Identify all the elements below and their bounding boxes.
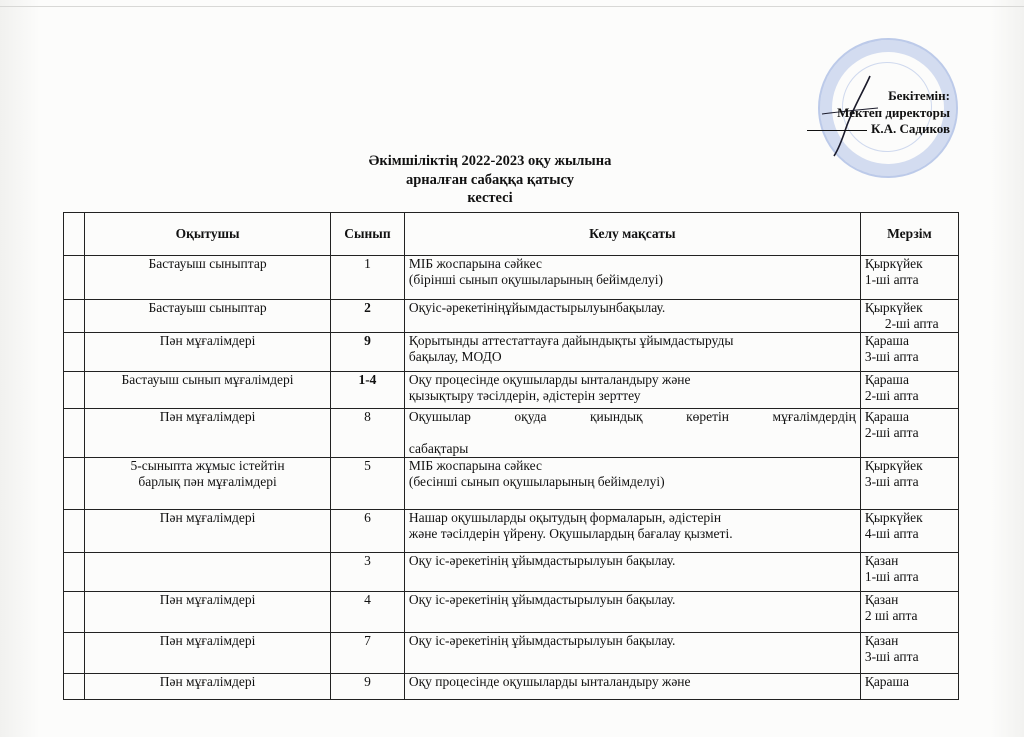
goal-line-1: Оқушылар оқуда қиындық көретін мұғалімдердің [408, 409, 856, 424]
cell-date [860, 300, 958, 333]
teacher-line-1: Бастауыш сыныптар [148, 256, 267, 271]
date-line-2: 2-ші апта [864, 425, 919, 440]
date-line-1: Қараша [864, 674, 909, 689]
date-line-2: 4-ші апта [864, 526, 919, 541]
cell-blank [64, 333, 85, 372]
goal-line-1: Оқу іс-әрекетінің ұйымдастырылуын бақылау. [408, 633, 676, 648]
header-blank [64, 213, 85, 256]
director-name: К.А. Садиков [870, 121, 950, 136]
cell-teacher [85, 409, 331, 458]
table-row [64, 553, 959, 592]
date-line-1: Қыркүйек [864, 256, 923, 271]
teacher-line-1: 5-сыныпта жұмыс істейтін [130, 458, 285, 473]
table-row [64, 409, 959, 458]
goal-line-1: Оқу іс-әрекетінің ұйымдастырылуын бақылау. [408, 592, 676, 607]
date-line-1: Қазан [864, 592, 899, 607]
cell-blank [64, 372, 85, 409]
cell-class: 8 [331, 409, 405, 458]
title-line-1: Әкімшіліктің 2022-2023 оқу жылына [368, 153, 612, 169]
table-row [64, 300, 959, 333]
table-row [64, 510, 959, 553]
table-row [64, 256, 959, 300]
date-line-1: Қазан [864, 553, 899, 568]
date-line-1: Қазан [864, 633, 899, 648]
goal-line-1: МІБ жоспарына сәйкес [408, 256, 542, 271]
date-line-2: 2 ші апта [864, 608, 918, 623]
cell-teacher [85, 458, 331, 510]
cell-blank [64, 458, 85, 510]
date-line-2: 3-ші апта [864, 649, 919, 664]
cell-date [860, 633, 958, 674]
cell-class: 3 [331, 553, 405, 592]
cell-class: 4 [331, 592, 405, 633]
cell-teacher [85, 333, 331, 372]
approval-line-1: Бекітемін: [888, 88, 950, 103]
cell-blank [64, 553, 85, 592]
goal-line-1: Нашар оқушыларды оқытудың формаларын, әдістерін [408, 510, 722, 525]
cell-class: 1 [331, 256, 405, 300]
cell-blank [64, 592, 85, 633]
cell-class: 7 [331, 633, 405, 674]
date-line-2: 1-ші апта [864, 569, 919, 584]
cell-date [860, 674, 958, 700]
header-goal: Келу мақсаты [404, 213, 860, 256]
cell-blank [64, 300, 85, 333]
teacher-line-2: барлық пән мұғалімдері [138, 474, 277, 489]
cell-goal [404, 372, 860, 409]
cell-date [860, 553, 958, 592]
goal-line-1: Оқу процесінде оқушыларды ынталандыру және [408, 372, 691, 387]
title-line-3: кестесі [467, 190, 513, 206]
cell-goal [404, 409, 860, 458]
teacher-line-1: Пән мұғалімдері [159, 633, 256, 648]
date-line-1: Қараша [864, 372, 909, 387]
cell-teacher [85, 510, 331, 553]
teacher-line-1: Пән мұғалімдері [159, 409, 256, 424]
table-body [64, 256, 959, 700]
goal-line-1: Оқу іс-әрекетінің ұйымдастырылуын бақылау. [408, 553, 676, 568]
cell-blank [64, 510, 85, 553]
cell-blank [64, 674, 85, 700]
teacher-line-1: Пән мұғалімдері [159, 674, 256, 689]
cell-blank [64, 256, 85, 300]
cell-blank [64, 633, 85, 674]
goal-line-2: бақылау, МОДО [408, 349, 502, 364]
cell-goal [404, 633, 860, 674]
date-line-2: 1-ші апта [864, 272, 919, 287]
cell-goal [404, 256, 860, 300]
date-line-2: 2-ші апта [864, 388, 919, 403]
goal-line-2: және тәсілдерін үйрену. Оқушылардың бағалау қызметі. [408, 526, 733, 541]
approval-line-2: Мектеп директоры [837, 104, 950, 120]
signature-line [807, 130, 867, 131]
goal-line-1: МІБ жоспарына сәйкес [408, 458, 542, 473]
cell-teacher [85, 256, 331, 300]
table-row [64, 333, 959, 372]
goal-line-1: Оқуіс-әрекетініңұйымдастырылуынбақылау. [408, 300, 666, 315]
date-line-1: Қыркүйек [864, 510, 923, 525]
cell-date [860, 409, 958, 458]
date-line-1: Қыркүйек [864, 458, 923, 473]
approval-line-3 [780, 121, 950, 138]
schedule-table [63, 212, 959, 700]
cell-class: 1-4 [331, 372, 405, 409]
teacher-line-1: Пән мұғалімдері [159, 510, 256, 525]
header-date: Мерзім [860, 213, 958, 256]
title-line-2: арналған сабаққа қатысу [405, 171, 575, 188]
date-line-2: 2-ші апта [884, 316, 939, 331]
table-row [64, 633, 959, 674]
date-line-1: Қараша [864, 409, 909, 424]
date-line-2: 3-ші апта [864, 349, 919, 364]
cell-goal [404, 510, 860, 553]
cell-date [860, 333, 958, 372]
cell-class: 2 [331, 300, 405, 333]
cell-date [860, 592, 958, 633]
teacher-line-1: Пән мұғалімдері [159, 333, 256, 348]
cell-class: 9 [331, 674, 405, 700]
date-line-2: 3-ші апта [864, 474, 919, 489]
teacher-line-1: Бастауыш сыныптар [148, 300, 267, 315]
cell-goal [404, 458, 860, 510]
cell-goal [404, 553, 860, 592]
cell-teacher [85, 300, 331, 333]
document-title [300, 152, 680, 208]
goal-line-1: Қорытынды аттестаттауға дайындықты ұйымдастыруды [408, 333, 734, 348]
cell-date [860, 372, 958, 409]
goal-line-2: (бірінші сынып оқушыларының бейімделуі) [408, 272, 663, 287]
approval-block [780, 88, 950, 138]
cell-teacher [85, 674, 331, 700]
table-row [64, 372, 959, 409]
cell-teacher [85, 633, 331, 674]
cell-class: 5 [331, 458, 405, 510]
cell-teacher [85, 592, 331, 633]
cell-date [860, 256, 958, 300]
cell-date [860, 458, 958, 510]
page-edge-line [0, 6, 1024, 7]
cell-blank [64, 409, 85, 458]
header-class: Сынып [331, 213, 405, 256]
date-line-1: Қыркүйек [864, 300, 923, 315]
cell-class: 6 [331, 510, 405, 553]
table-row [64, 458, 959, 510]
goal-line-2: қызықтыру тәсілдерін, әдістерін зерттеу [408, 388, 641, 403]
cell-goal [404, 592, 860, 633]
date-line-1: Қараша [864, 333, 909, 348]
teacher-line-1: Бастауыш сынып мұғалімдері [121, 372, 294, 387]
table-row [64, 592, 959, 633]
cell-goal [404, 300, 860, 333]
goal-line-1: Оқу процесінде оқушыларды ынталандыру және [408, 674, 691, 689]
cell-goal [404, 674, 860, 700]
header-teacher: Оқытушы [85, 213, 331, 256]
cell-date [860, 510, 958, 553]
cell-teacher [85, 553, 331, 592]
goal-line-2: (бесінші сынып оқушыларының бейімделуі) [408, 474, 665, 489]
table-header-row [64, 213, 959, 256]
teacher-line-1: Пән мұғалімдері [159, 592, 256, 607]
cell-teacher [85, 372, 331, 409]
table-row [64, 674, 959, 700]
cell-goal [404, 333, 860, 372]
cell-class: 9 [331, 333, 405, 372]
goal-line-2: сабақтары [408, 441, 469, 456]
